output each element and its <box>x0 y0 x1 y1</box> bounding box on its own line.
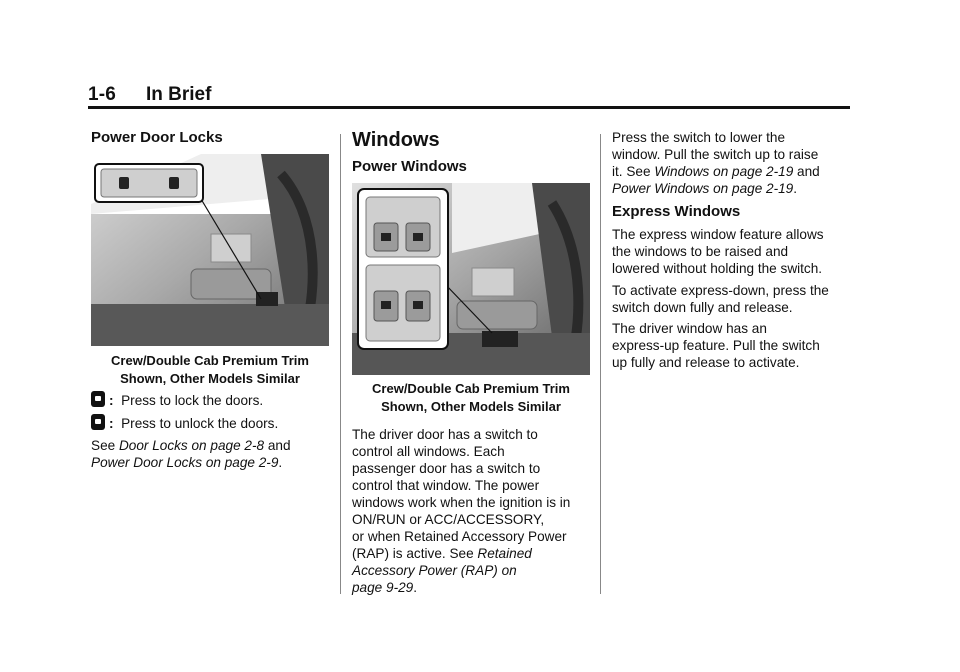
express-paragraph-2 <box>612 282 857 316</box>
see-prefix: See <box>91 438 119 453</box>
lock-text: Press to lock the doors. <box>121 393 264 408</box>
ref-windows[interactable]: Windows on page 2-19 <box>654 164 794 179</box>
power-windows-paragraph <box>352 426 597 596</box>
para-end: . <box>413 580 418 595</box>
photo-caption-line-1: Crew/Double Cab Premium Trim <box>372 381 570 396</box>
see-end: . <box>278 455 283 470</box>
paragraph-line: up fully and release to activate. <box>612 355 800 370</box>
paragraph-line: windows work when the ignition is in <box>352 495 571 510</box>
ref-power-door-locks[interactable]: Power Door Locks on page 2-9 <box>91 455 279 470</box>
photo-caption-line-1: Crew/Double Cab Premium Trim <box>111 353 309 368</box>
lock-icon <box>91 391 105 407</box>
photo-caption-line-2: Shown, Other Models Similar <box>120 371 300 386</box>
paragraph-line: it. See <box>612 164 655 179</box>
lock-instruction <box>91 391 263 409</box>
unlock-instruction <box>91 414 278 432</box>
paragraph-line: or when Retained Accessory Power <box>352 529 567 544</box>
paragraph-line: control all windows. Each <box>352 444 505 459</box>
unlock-text: Press to unlock the doors. <box>121 416 279 431</box>
section-heading-power-windows: Power Windows <box>352 158 467 175</box>
column-divider <box>340 134 341 594</box>
section-title-windows: Windows <box>352 129 440 151</box>
section-heading-express-windows: Express Windows <box>612 203 741 220</box>
paragraph-line: lowered without holding the switch. <box>612 261 823 276</box>
paragraph-line: The driver window has an <box>612 321 767 336</box>
paragraph-line: Press the switch to lower the <box>612 130 786 145</box>
paragraph-line: window. Pull the switch up to raise <box>612 147 819 162</box>
see-and: and <box>264 438 291 453</box>
paragraph-line: switch down fully and release. <box>612 300 793 315</box>
p1-and: and <box>793 164 820 179</box>
column-divider <box>600 134 601 594</box>
paragraph-line: To activate express-down, press the <box>612 283 829 298</box>
section-heading-power-door-locks: Power Door Locks <box>91 129 223 146</box>
photo-caption-line-2: Shown, Other Models Similar <box>381 399 561 414</box>
lock-separator: : <box>109 393 114 408</box>
p1-end: . <box>793 181 798 196</box>
page-number: 1-6 <box>88 84 117 105</box>
express-paragraph-1 <box>612 226 857 277</box>
ref-rap-1[interactable]: Retained <box>477 546 532 561</box>
paragraph-line: the windows to be raised and <box>612 244 789 259</box>
paragraph-line: The driver door has a switch to <box>352 427 538 442</box>
ref-power-windows[interactable]: Power Windows on page 2-19 <box>612 181 794 196</box>
ref-rap-2[interactable]: Accessory Power (RAP) on <box>352 563 517 578</box>
paragraph-line: (RAP) is active. See <box>352 546 478 561</box>
unlock-separator: : <box>109 416 114 431</box>
header-rule <box>88 106 850 109</box>
page-title: In Brief <box>146 84 212 105</box>
express-paragraph-3 <box>612 320 857 371</box>
paragraph-line: express-up feature. Pull the switch <box>612 338 820 353</box>
door-lock-photo <box>91 154 329 346</box>
switch-paragraph <box>612 129 857 197</box>
see-also-paragraph <box>91 437 336 471</box>
ref-door-locks[interactable]: Door Locks on page 2-8 <box>118 438 265 453</box>
paragraph-line: ON/RUN or ACC/ACCESSORY, <box>352 512 545 527</box>
paragraph-line: The express window feature allows <box>612 227 824 242</box>
paragraph-line: passenger door has a switch to <box>352 461 541 476</box>
unlock-icon <box>91 414 105 430</box>
ref-rap-3[interactable]: page 9-29 <box>352 580 414 595</box>
power-window-photo <box>352 183 590 375</box>
paragraph-line: control that window. The power <box>352 478 540 493</box>
